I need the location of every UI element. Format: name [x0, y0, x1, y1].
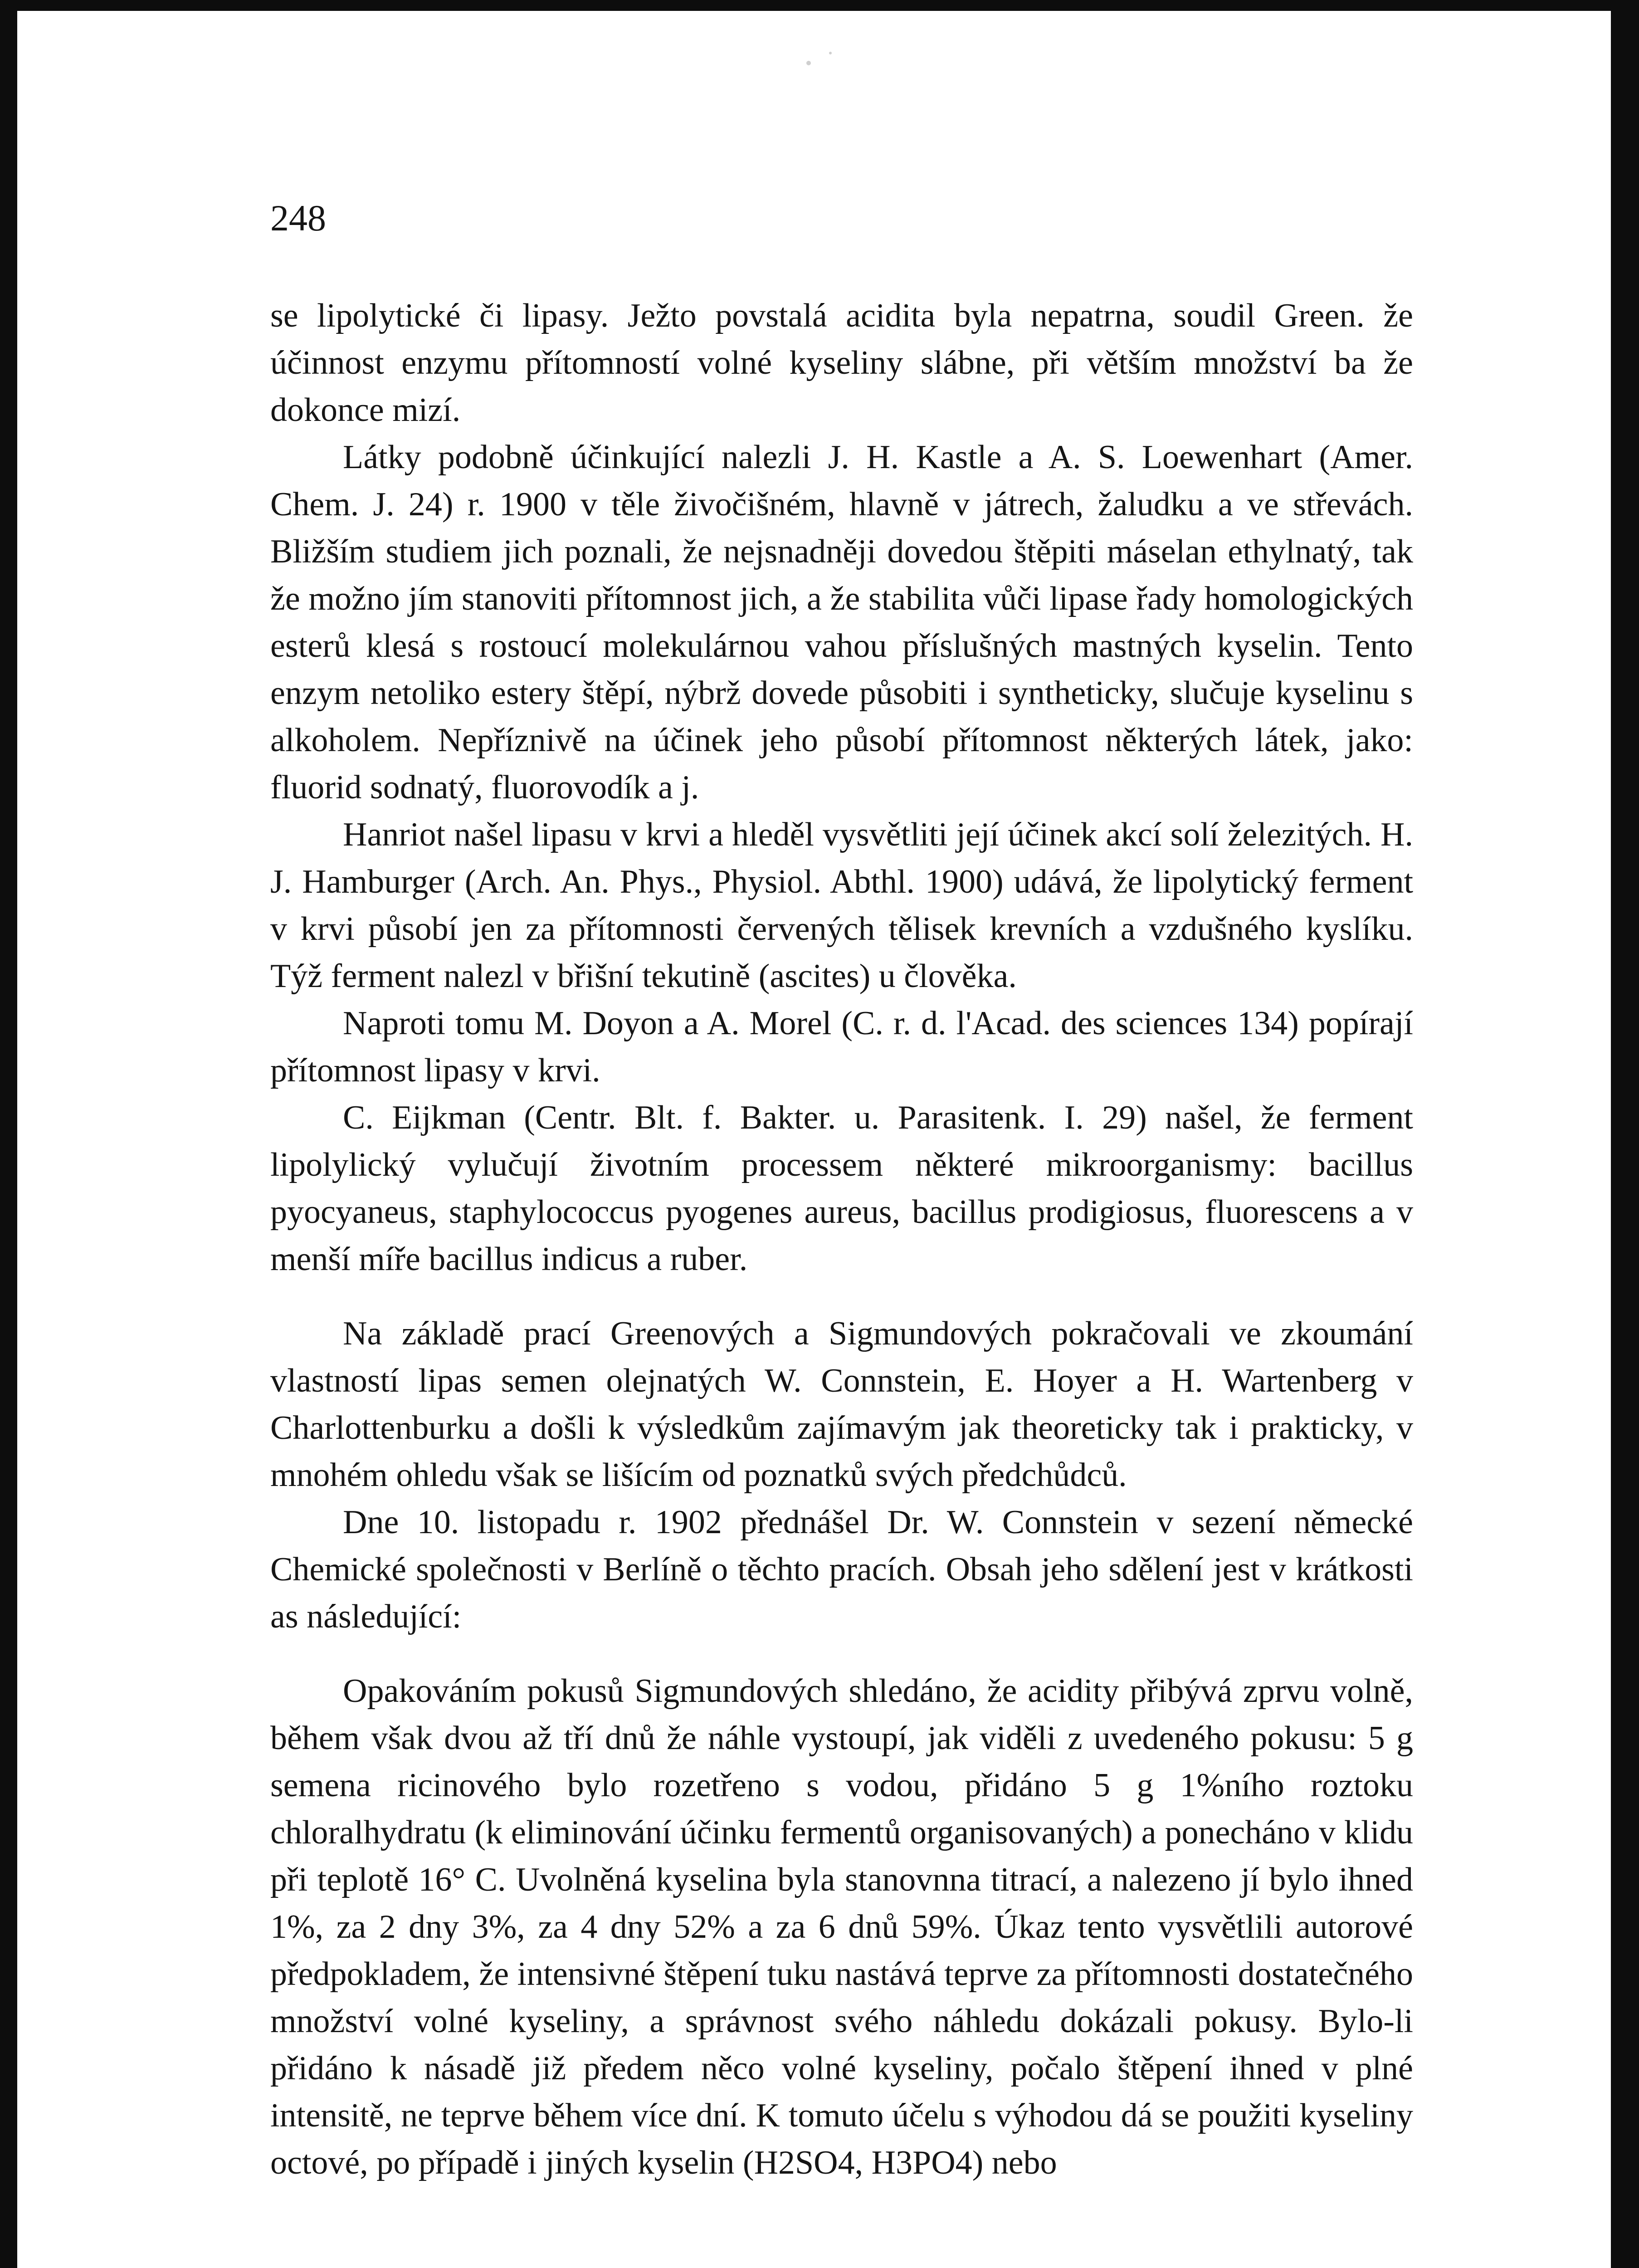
paragraph: se lipolytické či lipasy. Ježto povstalá acidita byla nepatrna, soudil Green. že účinnost enzymu přítomností volné kyseliny slábne, při větším množství ba že dokonce mizí. [270, 297, 1413, 429]
paragraph: Opakováním pokusů Sigmundových shledáno, že acidity přibývá zprvu volně, během však dvou až tří dnů že náhle vystoupí, jak viděli z uvedeného pokusu: 5 g semena ricinového bylo rozetřeno s vodou, přidáno 5 g 1%ního roztoku chloralhydratu (k eliminování účinku fermentů organisovaných) a ponecháno v klidu při teplotě 16° C. Uvolněná kyselina byla stanovnna titrací, a nalezeno jí bylo ihned 1%, za 2 dny 3%, za 4 dny 52% a za 6 dnů 59%. Úkaz tento vysvětlili autorové předpokladem, že intensivné štěpení tuku nastává teprve za přítomnosti dostatečného množství volné kyseliny, a správnost svého náhledu dokázali pokusy. Bylo-li přidáno k násadě již předem něco volné kyseliny, počalo štěpení ihned v plné intensitě, ne teprve během více dní. K tomuto účelu s výhodou dá se použiti kyseliny octové, po případě i jiných kyselin (H2SO4, H3PO4) nebo [270, 1672, 1413, 2181]
paragraph: Na základě prací Greenových a Sigmundových pokračovali ve zkoumání vlastností lipas semen olejnatých W. Connstein, E. Hoyer a H. Wartenberg v Charlottenburku a došli k výsledkům zajímavým jak theoreticky tak i prakticky, v mnohém ohledu však se lišícím od poznatků svých předchůdců. [270, 1315, 1413, 1494]
paragraph: Dne 10. listopadu r. 1902 přednášel Dr. W. Connstein v sezení německé Chemické společnosti v Berlíně o těchto pracích. Obsah jeho sdělení jest v krátkosti as následující: [270, 1504, 1413, 1635]
scan-speck [806, 61, 811, 65]
body-text [270, 292, 1413, 2186]
paragraph: Naproti tomu M. Doyon a A. Morel (C. r. d. l'Acad. des sciences 134) popírají přítomnost lipasy v krvi. [270, 1005, 1413, 1089]
scan-speck [829, 52, 832, 54]
paragraph: C. Eijkman (Centr. Blt. f. Bakter. u. Parasitenk. I. 29) našel, že ferment lipolylický vylučují životním processem některé mikroorganismy: bacillus pyocyaneus, staphylococcus pyogenes aureus, bacillus prodigiosus, fluorescens a v menší míře bacillus indicus a ruber. [270, 1099, 1413, 1278]
scanned-page [17, 11, 1611, 2268]
page-number: 248 [270, 197, 326, 239]
paragraph: Hanriot našel lipasu v krvi a hleděl vysvětliti její účinek akcí solí železitých. H. J. Hamburger (Arch. An. Phys., Physiol. Abthl. 1900) udává, že lipolytický ferment v krvi působí jen za přítomnosti červených tělisek krevních a vzdušného kyslíku. Týž ferment nalezl v břišní tekutině (ascites) u člověka. [270, 816, 1413, 995]
paragraph: Látky podobně účinkující nalezli J. H. Kastle a A. S. Loewenhart (Amer. Chem. J. 24) r. 1900 v těle živočišném, hlavně v játrech, žaludku a ve střevách. Bližším studiem jich poznali, že nejsnadněji dovedou štěpiti máselan ethylnatý, tak že možno jím stanoviti přítomnost jich, a že stabilita vůči lipase řady homologických esterů klesá s rostoucí molekulárnou vahou příslušných mastných kyselin. Tento enzym netoliko estery štěpí, nýbrž dovede působiti i syntheticky, slučuje kyselinu s alkoholem. Nepříznivě na účinek jeho působí přítomnost některých látek, jako: fluorid sodnatý, fluorovodík a j. [270, 439, 1413, 806]
